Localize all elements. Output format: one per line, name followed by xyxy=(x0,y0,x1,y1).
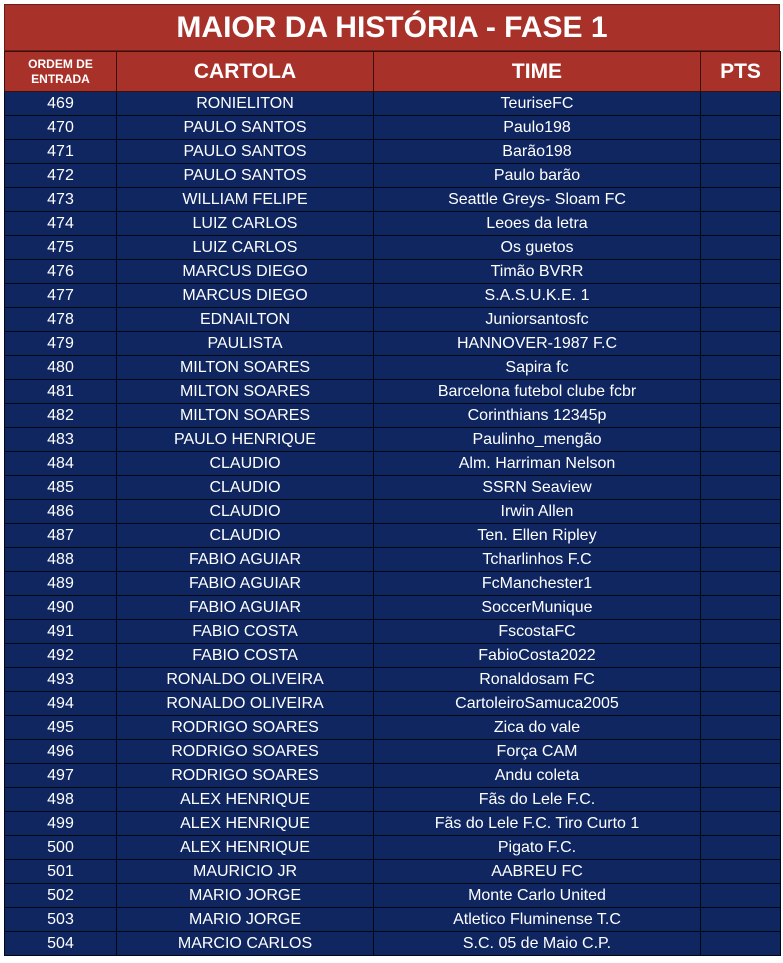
cell-cartola[interactable]: LUIZ CARLOS xyxy=(117,212,374,236)
table-row xyxy=(5,812,781,836)
cell-time[interactable]: Paulinho_mengão xyxy=(374,428,701,452)
table-row xyxy=(5,212,781,236)
cell-pts[interactable] xyxy=(701,260,781,284)
cell-time[interactable]: Timão BVRR xyxy=(374,260,701,284)
cell-cartola[interactable]: ALEX HENRIQUE xyxy=(117,836,374,860)
cell-cartola[interactable]: PAULISTA xyxy=(117,332,374,356)
table-row xyxy=(5,596,781,620)
cell-time[interactable]: Pigato F.C. xyxy=(374,836,701,860)
cell-time[interactable]: Atletico Fluminense T.C xyxy=(374,908,701,932)
cell-ordem[interactable]: 498 xyxy=(5,788,117,812)
table-row xyxy=(5,788,781,812)
cell-time[interactable]: Paulo barão xyxy=(374,164,701,188)
cell-pts[interactable] xyxy=(701,860,781,884)
cell-cartola[interactable]: WILLIAM FELIPE xyxy=(117,188,374,212)
table-row xyxy=(5,500,781,524)
cell-ordem[interactable]: 486 xyxy=(5,500,117,524)
table-row xyxy=(5,620,781,644)
cell-ordem[interactable]: 481 xyxy=(5,380,117,404)
table-row xyxy=(5,524,781,548)
cell-cartola[interactable]: ALEX HENRIQUE xyxy=(117,788,374,812)
cell-time[interactable]: Zica do vale xyxy=(374,716,701,740)
cell-cartola[interactable]: MILTON SOARES xyxy=(117,380,374,404)
cell-ordem[interactable]: 496 xyxy=(5,740,117,764)
cell-pts[interactable] xyxy=(701,380,781,404)
cell-time[interactable]: Corinthians 12345p xyxy=(374,404,701,428)
cell-pts[interactable] xyxy=(701,572,781,596)
cell-ordem[interactable]: 492 xyxy=(5,644,117,668)
sheet-title: MAIOR DA HISTÓRIA - FASE 1 xyxy=(4,4,780,51)
cell-cartola[interactable]: FABIO AGUIAR xyxy=(117,548,374,572)
cell-pts[interactable] xyxy=(701,596,781,620)
cell-time[interactable]: SoccerMunique xyxy=(374,596,701,620)
table-row xyxy=(5,188,781,212)
cell-time[interactable]: Barão198 xyxy=(374,140,701,164)
cell-pts[interactable] xyxy=(701,764,781,788)
table-row xyxy=(5,836,781,860)
header-pts: PTS xyxy=(701,52,781,92)
cell-time[interactable]: Fãs do Lele F.C. xyxy=(374,788,701,812)
header-cartola: CARTOLA xyxy=(117,52,374,92)
cell-time[interactable]: FcManchester1 xyxy=(374,572,701,596)
table-row xyxy=(5,932,781,956)
cell-cartola[interactable]: PAULO HENRIQUE xyxy=(117,428,374,452)
cell-ordem[interactable]: 501 xyxy=(5,860,117,884)
cell-time[interactable]: Monte Carlo United xyxy=(374,884,701,908)
cell-pts[interactable] xyxy=(701,644,781,668)
cell-pts[interactable] xyxy=(701,236,781,260)
cell-pts[interactable] xyxy=(701,92,781,116)
cell-ordem[interactable]: 485 xyxy=(5,476,117,500)
cell-cartola[interactable]: RODRIGO SOARES xyxy=(117,716,374,740)
cell-cartola[interactable]: EDNAILTON xyxy=(117,308,374,332)
cell-pts[interactable] xyxy=(701,668,781,692)
cell-ordem[interactable]: 480 xyxy=(5,356,117,380)
cell-cartola[interactable]: RODRIGO SOARES xyxy=(117,764,374,788)
cell-pts[interactable] xyxy=(701,884,781,908)
cell-cartola[interactable]: MILTON SOARES xyxy=(117,356,374,380)
cell-ordem[interactable]: 479 xyxy=(5,332,117,356)
entries-table xyxy=(4,51,781,956)
cell-pts[interactable] xyxy=(701,692,781,716)
cell-ordem[interactable]: 471 xyxy=(5,140,117,164)
cell-pts[interactable] xyxy=(701,188,781,212)
cell-cartola[interactable]: PAULO SANTOS xyxy=(117,116,374,140)
table-row xyxy=(5,860,781,884)
cell-ordem[interactable]: 477 xyxy=(5,284,117,308)
table-row xyxy=(5,692,781,716)
cell-cartola[interactable]: MILTON SOARES xyxy=(117,404,374,428)
cell-cartola[interactable]: CLAUDIO xyxy=(117,500,374,524)
cell-ordem[interactable]: 495 xyxy=(5,716,117,740)
cell-time[interactable]: Seattle Greys- Sloam FC xyxy=(374,188,701,212)
cell-cartola[interactable]: FABIO AGUIAR xyxy=(117,572,374,596)
cell-time[interactable]: Fãs do Lele F.C. Tiro Curto 1 xyxy=(374,812,701,836)
cell-ordem[interactable]: 504 xyxy=(5,932,117,956)
cell-pts[interactable] xyxy=(701,524,781,548)
cell-time[interactable]: Barcelona futebol clube fcbr xyxy=(374,380,701,404)
cell-time[interactable]: Irwin Allen xyxy=(374,500,701,524)
cell-time[interactable]: Andu coleta xyxy=(374,764,701,788)
cell-cartola[interactable]: PAULO SANTOS xyxy=(117,164,374,188)
table-row xyxy=(5,476,781,500)
cell-cartola[interactable]: ALEX HENRIQUE xyxy=(117,812,374,836)
cell-ordem[interactable]: 470 xyxy=(5,116,117,140)
cell-time[interactable]: Juniorsantosfc xyxy=(374,308,701,332)
cell-cartola[interactable]: RODRIGO SOARES xyxy=(117,740,374,764)
cell-pts[interactable] xyxy=(701,428,781,452)
cell-time[interactable]: Tcharlinhos F.C xyxy=(374,548,701,572)
table-body xyxy=(5,92,781,956)
table-row xyxy=(5,92,781,116)
cell-ordem[interactable]: 500 xyxy=(5,836,117,860)
cell-time[interactable]: TeuriseFC xyxy=(374,92,701,116)
table-row xyxy=(5,164,781,188)
header-ordem xyxy=(5,52,117,92)
cell-ordem[interactable]: 493 xyxy=(5,668,117,692)
table-row xyxy=(5,644,781,668)
cell-ordem[interactable]: 488 xyxy=(5,548,117,572)
table-row xyxy=(5,404,781,428)
table-row xyxy=(5,884,781,908)
table-row xyxy=(5,716,781,740)
cell-cartola[interactable]: PAULO SANTOS xyxy=(117,140,374,164)
table-row xyxy=(5,308,781,332)
cell-cartola[interactable]: RONIELITON xyxy=(117,92,374,116)
table-row xyxy=(5,236,781,260)
cell-pts[interactable] xyxy=(701,812,781,836)
table-row xyxy=(5,764,781,788)
cell-pts[interactable] xyxy=(701,908,781,932)
cell-cartola[interactable]: RONALDO OLIVEIRA xyxy=(117,692,374,716)
table-row xyxy=(5,668,781,692)
cell-ordem[interactable]: 475 xyxy=(5,236,117,260)
cell-pts[interactable] xyxy=(701,836,781,860)
cell-time[interactable]: Sapira fc xyxy=(374,356,701,380)
cell-pts[interactable] xyxy=(701,332,781,356)
cell-time[interactable]: HANNOVER-1987 F.C xyxy=(374,332,701,356)
cell-pts[interactable] xyxy=(701,500,781,524)
cell-pts[interactable] xyxy=(701,620,781,644)
cell-pts[interactable] xyxy=(701,356,781,380)
table-row xyxy=(5,260,781,284)
cell-pts[interactable] xyxy=(701,548,781,572)
cell-ordem[interactable]: 482 xyxy=(5,404,117,428)
cell-cartola[interactable]: FABIO COSTA xyxy=(117,644,374,668)
table-row xyxy=(5,116,781,140)
cell-cartola[interactable]: CLAUDIO xyxy=(117,524,374,548)
header-row xyxy=(5,52,781,92)
spreadsheet xyxy=(4,4,780,956)
cell-time[interactable]: Alm. Harriman Nelson xyxy=(374,452,701,476)
table-row xyxy=(5,332,781,356)
cell-pts[interactable] xyxy=(701,452,781,476)
cell-pts[interactable] xyxy=(701,476,781,500)
cell-pts[interactable] xyxy=(701,308,781,332)
header-ordem-line1: ORDEM DE xyxy=(28,56,93,71)
cell-ordem[interactable]: 469 xyxy=(5,92,117,116)
cell-ordem[interactable]: 489 xyxy=(5,572,117,596)
cell-time[interactable]: Ten. Ellen Ripley xyxy=(374,524,701,548)
table-row xyxy=(5,572,781,596)
cell-cartola[interactable]: LUIZ CARLOS xyxy=(117,236,374,260)
cell-ordem[interactable]: 494 xyxy=(5,692,117,716)
cell-time[interactable]: AABREU FC xyxy=(374,860,701,884)
header-time: TIME xyxy=(374,52,701,92)
cell-pts[interactable] xyxy=(701,212,781,236)
cell-time[interactable]: Leoes da letra xyxy=(374,212,701,236)
table-row xyxy=(5,356,781,380)
cell-pts[interactable] xyxy=(701,140,781,164)
cell-ordem[interactable]: 478 xyxy=(5,308,117,332)
table-row xyxy=(5,380,781,404)
cell-ordem[interactable]: 502 xyxy=(5,884,117,908)
table-row xyxy=(5,140,781,164)
cell-pts[interactable] xyxy=(701,788,781,812)
cell-cartola[interactable]: CLAUDIO xyxy=(117,452,374,476)
cell-pts[interactable] xyxy=(701,404,781,428)
cell-cartola[interactable]: MARIO JORGE xyxy=(117,884,374,908)
cell-ordem[interactable]: 473 xyxy=(5,188,117,212)
cell-pts[interactable] xyxy=(701,740,781,764)
table-row xyxy=(5,284,781,308)
cell-time[interactable]: Força CAM xyxy=(374,740,701,764)
cell-cartola[interactable]: RONALDO OLIVEIRA xyxy=(117,668,374,692)
cell-pts[interactable] xyxy=(701,932,781,956)
cell-cartola[interactable]: FABIO AGUIAR xyxy=(117,596,374,620)
cell-ordem[interactable]: 491 xyxy=(5,620,117,644)
cell-time[interactable]: Ronaldosam FC xyxy=(374,668,701,692)
header-ordem-line2: ENTRADA xyxy=(31,71,90,86)
cell-pts[interactable] xyxy=(701,716,781,740)
table-row xyxy=(5,452,781,476)
cell-cartola[interactable]: FABIO COSTA xyxy=(117,620,374,644)
cell-ordem[interactable]: 476 xyxy=(5,260,117,284)
table-row xyxy=(5,740,781,764)
cell-pts[interactable] xyxy=(701,164,781,188)
cell-time[interactable]: SSRN Seaview xyxy=(374,476,701,500)
cell-pts[interactable] xyxy=(701,116,781,140)
cell-cartola[interactable]: MARCUS DIEGO xyxy=(117,284,374,308)
table-row xyxy=(5,548,781,572)
cell-pts[interactable] xyxy=(701,284,781,308)
cell-ordem[interactable]: 483 xyxy=(5,428,117,452)
cell-cartola[interactable]: MAURICIO JR xyxy=(117,860,374,884)
cell-time[interactable]: CartoleiroSamuca2005 xyxy=(374,692,701,716)
cell-ordem[interactable]: 487 xyxy=(5,524,117,548)
cell-ordem[interactable]: 474 xyxy=(5,212,117,236)
table-row xyxy=(5,428,781,452)
cell-time[interactable]: Paulo198 xyxy=(374,116,701,140)
cell-ordem[interactable]: 497 xyxy=(5,764,117,788)
cell-ordem[interactable]: 503 xyxy=(5,908,117,932)
cell-ordem[interactable]: 490 xyxy=(5,596,117,620)
cell-time[interactable]: FabioCosta2022 xyxy=(374,644,701,668)
cell-cartola[interactable]: CLAUDIO xyxy=(117,476,374,500)
cell-ordem[interactable]: 499 xyxy=(5,812,117,836)
table-row xyxy=(5,908,781,932)
cell-cartola[interactable]: MARCUS DIEGO xyxy=(117,260,374,284)
cell-ordem[interactable]: 472 xyxy=(5,164,117,188)
cell-cartola[interactable]: MARCIO CARLOS xyxy=(117,932,374,956)
cell-ordem[interactable]: 484 xyxy=(5,452,117,476)
cell-cartola[interactable]: MARIO JORGE xyxy=(117,908,374,932)
cell-time[interactable]: S.A.S.U.K.E. 1 xyxy=(374,284,701,308)
cell-time[interactable]: S.C. 05 de Maio C.P. xyxy=(374,932,701,956)
cell-time[interactable]: Os guetos xyxy=(374,236,701,260)
cell-time[interactable]: FscostaFC xyxy=(374,620,701,644)
